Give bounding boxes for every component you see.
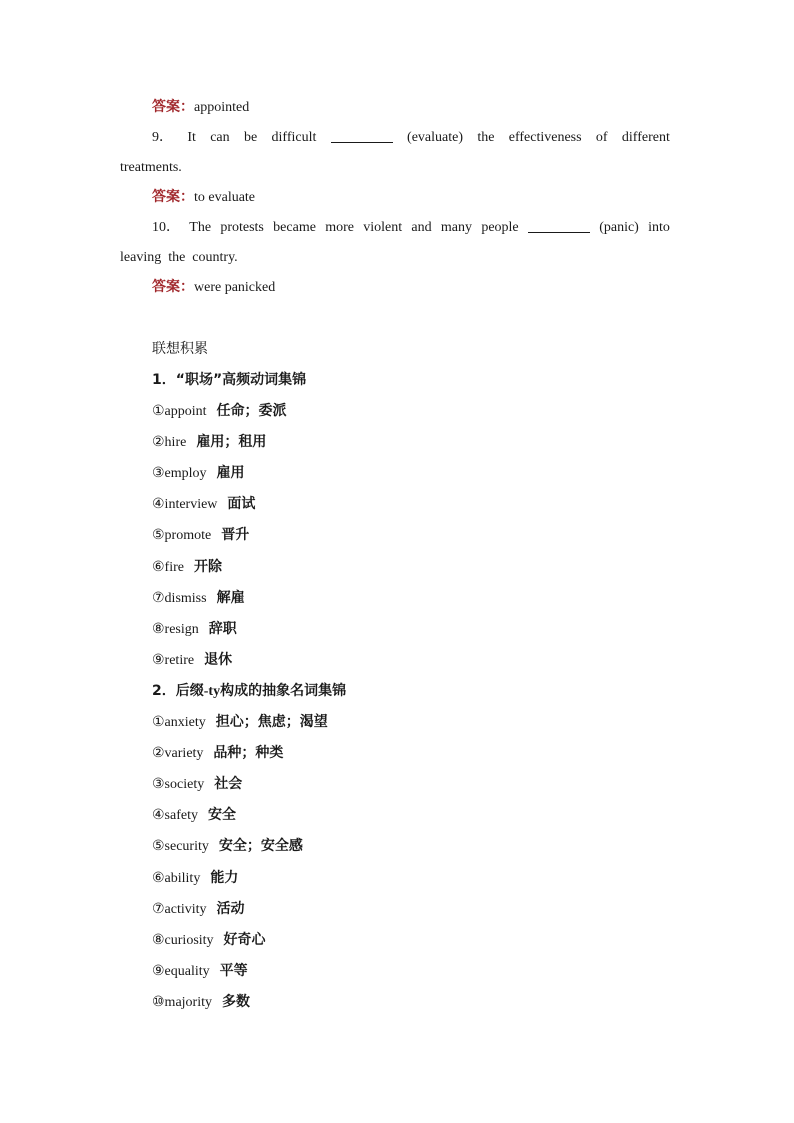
term-english: ⑧resign [152,621,199,637]
answer-text: were panicked [194,280,276,295]
list-item [152,962,248,981]
question-9-line-2: treatments. [120,160,182,175]
term-chinese: 解雇 [216,589,245,606]
word: different [621,130,670,145]
list-item [152,993,250,1012]
group-2-title [152,682,346,701]
word: became [273,220,316,235]
answer-text: to evaluate [194,190,256,205]
term-chinese: 好奇心 [223,931,266,948]
answer-label: 答案： [152,189,194,205]
term-chinese: 安全；安全感 [218,838,303,855]
answer-blank[interactable] [331,129,393,143]
list-item [152,526,249,545]
term-chinese: 任命；委派 [216,403,287,419]
group-2-title-prefix: 2．后缀 [152,683,204,699]
list-item [152,402,287,421]
list-item [152,651,232,670]
word: effectiveness [508,130,582,145]
group-2-title-rest: 构成的抽象名词集锦 [220,683,347,699]
term-english: ⑥fire [152,559,184,575]
answer-label: 答案： [152,99,194,115]
term-chinese: 能力 [210,869,239,886]
term-chinese: 辞职 [208,620,237,637]
term-english: ⑤security [152,839,209,855]
word: and [411,220,432,235]
term-chinese: 退休 [204,651,233,668]
word: into [648,220,670,235]
word: people [481,220,519,235]
word: (panic) [599,220,639,235]
word: It [187,130,196,145]
word: (evaluate) [407,130,463,145]
question-10-line-1 [152,219,670,237]
term-chinese: 雇用 [216,465,245,482]
term-english: ④interview [152,497,218,513]
word: many [440,220,473,235]
group-1-title: 1．“职场”高频动词集锦 [152,372,307,388]
term-chinese: 雇用；租用 [196,434,267,451]
term-chinese: 社会 [214,776,243,793]
list-item [152,806,236,825]
word: be [243,130,258,145]
answer-label: 答案： [152,279,194,295]
question-9-line-1 [152,129,670,147]
term-english: ⑦dismiss [152,590,207,606]
term-english: ⑩majority [152,994,212,1010]
list-item [152,837,303,856]
word: of [595,130,608,145]
list-item [152,775,242,794]
term-english: ⑤promote [152,528,212,544]
answer-10 [152,278,275,297]
term-english: ④safety [152,808,198,824]
term-english: ①appoint [152,404,207,419]
word: difficult [271,130,317,145]
word: more [325,220,354,235]
term-english: ③employ [152,466,207,482]
answer-text: appointed [194,100,250,115]
list-item [152,620,237,639]
term-english: ⑥ability [152,870,201,886]
list-item [152,495,255,514]
term-chinese: 晋升 [221,527,250,544]
term-chinese: 开除 [193,558,222,575]
list-item [152,558,222,577]
word: The [189,220,212,235]
term-chinese: 平等 [219,962,248,979]
answer-blank[interactable] [528,219,590,233]
term-chinese: 担心；焦虑；渴望 [215,714,328,730]
term-english: ②variety [152,746,204,762]
term-english: ①anxiety [152,715,206,730]
list-item [152,713,328,732]
section-title: 联想积累 [152,341,208,357]
term-english: ⑧curiosity [152,932,214,948]
list-item [152,931,266,950]
term-english: ②hire [152,435,187,451]
question-number: 10． [152,220,180,235]
list-item [152,589,245,608]
question-10-line-2: leaving the country. [120,250,238,265]
word: protests [220,220,264,235]
term-english: ⑨retire [152,652,195,668]
term-chinese: 安全 [207,807,236,824]
answer-9 [152,188,255,207]
term-chinese: 多数 [222,993,250,1010]
list-item [152,900,245,919]
list-item [152,744,283,763]
word: can [210,130,230,145]
list-item [152,433,266,452]
list-item [152,464,245,483]
term-english: ⑦activity [152,901,207,917]
word: the [477,130,495,145]
group-2-title-suffix: -ty [203,684,221,699]
term-chinese: 品种；种类 [213,745,284,762]
question-number: 9． [152,130,173,145]
term-english: ③society [152,777,205,793]
term-english: ⑨equality [152,963,210,979]
term-chinese: 活动 [216,900,245,917]
word: violent [363,220,403,235]
list-item [152,869,238,888]
term-chinese: 面试 [227,496,256,513]
answer-8 [152,98,249,117]
